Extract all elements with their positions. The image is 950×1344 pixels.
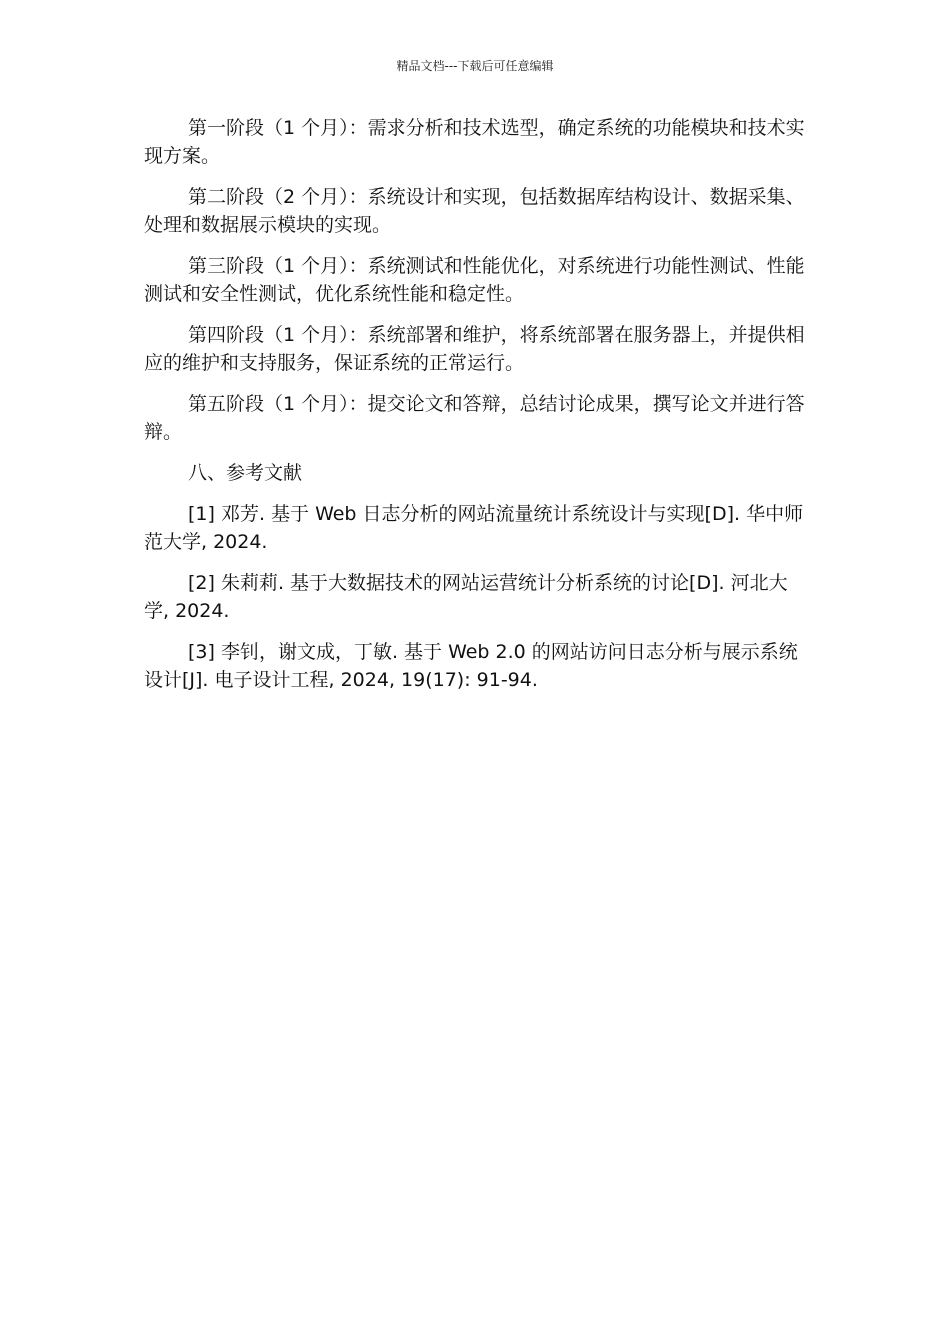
phase-4-paragraph: 第四阶段（1 个月）：系统部署和维护，将系统部署在服务器上，并提供相应的维护和支持服务，保证系统的正常运行。 [144, 324, 805, 374]
page-header: 精品文档---下载后可任意编辑 [396, 59, 554, 73]
reference-2: [2] 朱莉莉. 基于大数据技术的网站运营统计分析系统的讨论[D]. 河北大学, 2024. [144, 572, 788, 622]
phase-3-paragraph: 第三阶段（1 个月）：系统测试和性能优化，对系统进行功能性测试、性能测试和安全性测试，优化系统性能和稳定性。 [144, 255, 805, 305]
phase-2-paragraph: 第二阶段（2 个月）：系统设计和实现，包括数据库结构设计、数据采集、处理和数据展示模块的实现。 [144, 186, 805, 236]
phase-5-paragraph: 第五阶段（1 个月）：提交论文和答辩，总结讨论成果，撰写论文并进行答辩。 [144, 393, 805, 443]
reference-3: [3] 李钊，谢文成，丁敏. 基于 Web 2.0 的网站访问日志分析与展示系统设计[J]. 电子设计工程, 2024, 19(17): 91-94. [144, 641, 798, 691]
phase-1-paragraph: 第一阶段（1 个月）：需求分析和技术选型，确定系统的功能模块和技术实现方案。 [144, 117, 805, 167]
document-body [144, 114, 806, 707]
references-heading: 八、参考文献 [188, 462, 303, 484]
reference-1: [1] 邓芳. 基于 Web 日志分析的网站流量统计系统设计与实现[D]. 华中师范大学, 2024. [144, 503, 804, 553]
